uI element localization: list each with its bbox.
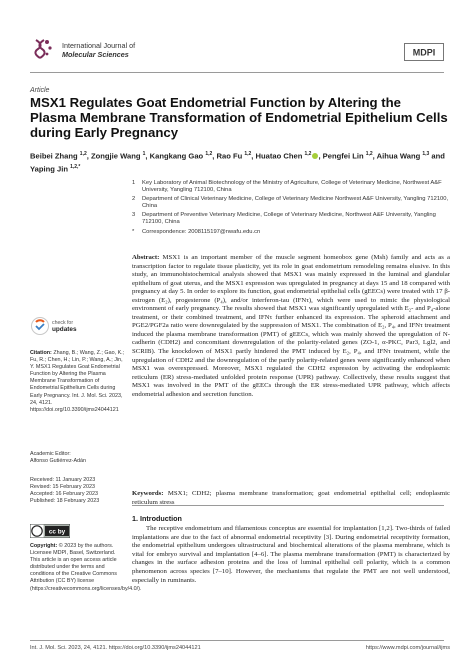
affiliation-number: * xyxy=(132,228,135,235)
affiliation-number: 2 xyxy=(132,196,136,203)
author-name[interactable]: Yaping Jin xyxy=(30,164,71,174)
check-for-updates-button[interactable] xyxy=(30,316,116,336)
introduction-heading: 1. Introduction xyxy=(132,514,182,523)
author-name[interactable]: Rao Fu xyxy=(216,151,245,161)
author-separator: , xyxy=(212,151,217,161)
author-name[interactable]: Pengfei Lin xyxy=(322,151,366,161)
affiliation-item xyxy=(132,196,450,210)
author-name[interactable]: Huatao Chen xyxy=(255,151,305,161)
affiliation-number: 1 xyxy=(132,180,136,186)
citation-block xyxy=(30,350,126,414)
copyright-label: Copyright: xyxy=(30,543,58,549)
author-name[interactable]: Beibei Zhang xyxy=(30,151,80,161)
citation-text[interactable]: Zhang, B.; Wang, Z.; Gao, K.; Fu, R.; Chen, H.; Lin, P.; Wang, A.; Jin, Y. MSX1 Regulates Goat Endometrial Function by Altering the Plasma Membrane Transformation of Endometrial Epithelium Cells during Early Pregnancy. Int. J. Mol. Sci. 2023, 24, 4121. https://doi.org/10.3390/ijms24044121 xyxy=(30,350,125,413)
affiliation-text: Key Laboratory of Animal Biotechnology of the Ministry of Agriculture, College of Veterinary Medicine, Northwest A&F University, Yangling 712100, China xyxy=(142,180,442,194)
abstract xyxy=(132,254,450,399)
footer-citation[interactable]: Int. J. Mol. Sci. 2023, 24, 4121. https://doi.org/10.3390/ijms24044121 xyxy=(30,645,201,651)
author-separator: , xyxy=(145,151,150,161)
author-affiliation-marker: 1,2,* xyxy=(70,163,81,170)
affiliation-text: Department of Preventive Veterinary Medicine, College of Veterinary Medicine, Northwest A&F University, Yangling 712100, China xyxy=(142,212,436,226)
author-affiliation-marker: 1,2 xyxy=(205,151,213,157)
affiliation-item xyxy=(132,229,450,236)
author-affiliation-marker: 1,2 xyxy=(304,151,312,157)
mdpi-logo-text: MDPI xyxy=(412,47,436,58)
abstract-label: Abstract: xyxy=(132,254,160,261)
affiliation-item xyxy=(132,212,450,226)
journal-name-line1: International Journal of xyxy=(62,41,136,50)
keywords-rule xyxy=(132,505,444,506)
journal-name-line2: Molecular Sciences xyxy=(62,50,129,59)
check-updates-line2: updates xyxy=(52,326,77,333)
article-type: Article xyxy=(30,87,50,94)
journal-logo xyxy=(30,36,56,62)
citation-label: Citation: xyxy=(30,350,52,356)
copyright-block xyxy=(30,543,142,593)
author-name[interactable]: Zongjie Wang xyxy=(90,151,143,161)
history-block xyxy=(30,477,126,505)
keywords-text: MSX1; CDH2; plasma membrane transformation; goat endometrial epithelial cell; endoplasmic reticulum stress xyxy=(132,490,451,506)
author-affiliation-marker: 1,3 xyxy=(422,151,430,157)
copyright-text: © 2023 by the authors. Licensee MDPI, Basel, Switzerland. This article is an open access article distributed under the terms and conditions of the Creative Commons Attribution (CC BY) license (https://creativecommons.org/licenses/by/4.0/). xyxy=(30,543,142,592)
author-affiliation-marker: 1,2 xyxy=(244,151,252,157)
academic-editor-block xyxy=(30,451,126,465)
author-list xyxy=(30,149,450,175)
affiliations xyxy=(132,180,450,238)
affiliation-text: Correspondence: 2008115197@nwafu.edu.cn xyxy=(142,228,261,235)
cc-badge-text: cc by xyxy=(48,528,66,536)
published-date: Published: 18 February 2023 xyxy=(30,498,100,505)
introduction-text: The receptive endometrium and filamentous conceptus are essential for implantation [1,2]. Two-thirds of failed implantations are due to the fact of abnormal endometrial receptivity [3]. During endometrial receptivity formation, the endometrial epithelium undergoes ultrastructural and biochemical alterations of the plasma membrane, which is vital for embryo survival and implantation [4–6]. The plasma membrane transformation (PMT) is characterized by changes in the surface adhesion proteins and the loss of luminal epithelial cell polarity, which is a common phenomenon across species [7–10]. However, the mechanisms that regulate the PMT are not well understood, especially in ruminants. xyxy=(132,525,450,584)
journal-name xyxy=(62,41,135,59)
received-date: Received: 11 January 2023 xyxy=(30,477,96,483)
author-separator: , xyxy=(318,151,323,161)
keywords-label: Keywords: xyxy=(132,490,164,497)
author-name[interactable]: Kangkang Gao xyxy=(149,151,206,161)
author-affiliation-marker: 1,2 xyxy=(365,151,373,157)
article-title: MSX1 Regulates Goat Endometrial Function by Altering the Plasma Membrane Transformation of Endometrial Epithelium Cells during Early Pregnancy xyxy=(30,95,448,140)
affiliation-number: 3 xyxy=(132,212,136,219)
check-updates-line1: check for xyxy=(52,320,74,326)
footer-journal-url[interactable]: https://www.mdpi.com/journal/ijms xyxy=(365,645,450,651)
affiliation-text: Department of Clinical Veterinary Medicine, College of Veterinary Medicine Northwest A&F University, Yangling 712100, China xyxy=(142,196,449,210)
abstract-text: MSX1 is an important member of the muscle segment homeobox gene (Msh) family and acts as a transcription factor to regulate tissue plasticity, yet its role in goat endometrium remodeling remains elusive. In this study, an immunohistochemical analysis showed that MSX1 was mainly expressed in the luminal and glandular epithelium of goat uterus, and the MSX1 expression was upregulated in pregnancy at days 15 and 18 compared with pregnancy at day 5. In order to explore its function, goat endometrial epithelial cells (gEECs) were treated with 17 β-estrogen (E₂), progesterone (P₄), and/or interferon-tau (IFNτ), which were used to mimic the physiological environment of early pregnancy. The results showed that MSX1 was significantly upregulated with E₂- and P₄-alone treatment, or their combined treatment, and IFNτ further enhanced its expression. The spheroid attachment and PGE2/PGF2a ratio were downregulated by the suppression of MSX1. The combination of E₂, P₄, and IFNτ treatment induced the plasma membrane transformation (PMT) of gEECs, which was mainly showed the upregulation of N-cadherin (CDH2) and concomitant downregulation of the polarity-related genes (ZO-1, α-PKC, Par3, Lgl2, and SCRIB). The knockdown of MSX1 partly hindered the PMT induced by E₂, P₄, and IFNτ treatment, while the upregulation of CDH2 and the downregulation of the partly polarity-related genes were significantly enhanced when MSX1 was overexpressed. Moreover, MSX1 regulated the CDH2 expression by activating the endoplasmic reticulum (ER) stress-mediated unfolded protein response (UPR) pathway. Collectively, these results suggest that MSX1 was involved in the PMT of the gEECs through the ER stress-mediated UPR pathway, which affects endometrial adhesion and secretion function. xyxy=(132,254,451,398)
author-affiliation-marker: 1,2 xyxy=(79,151,87,157)
author-name[interactable]: Aihua Wang xyxy=(376,151,423,161)
affiliation-item xyxy=(132,180,450,194)
author-separator: , xyxy=(251,151,256,161)
author-affiliation-marker: 1 xyxy=(142,151,146,157)
author-separator: , xyxy=(86,151,91,161)
header-rule xyxy=(30,72,444,73)
revised-date: Revised: 15 February 2023 xyxy=(30,484,96,491)
mdpi-logo[interactable] xyxy=(404,43,444,61)
academic-editor-name: Alfonso Gutiérrez-Adán xyxy=(30,458,87,465)
footer-rule xyxy=(30,640,444,641)
author-separator: and xyxy=(429,151,445,161)
accepted-date: Accepted: 16 February 2023 xyxy=(30,491,99,498)
author-separator: , xyxy=(372,151,377,161)
cc-icon xyxy=(32,526,42,536)
academic-editor-label: Academic Editor: xyxy=(30,451,71,457)
cc-by-license-badge[interactable] xyxy=(30,524,70,538)
